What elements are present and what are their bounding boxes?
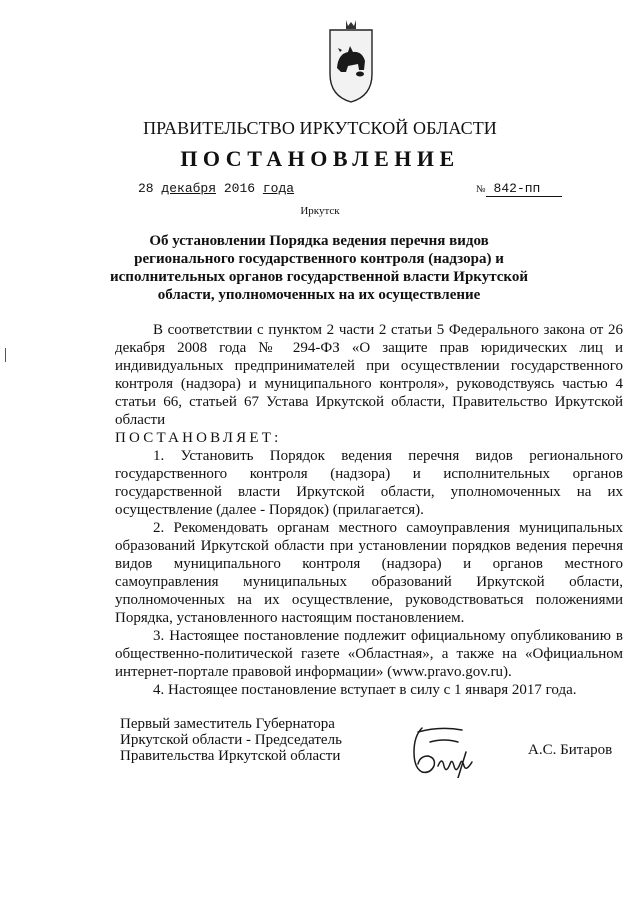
document-number xyxy=(476,181,562,197)
signer-name: А.С. Битаров xyxy=(528,742,613,758)
number-sign: № xyxy=(476,184,486,195)
item-paragraph-1: 1. Установить Порядок ведения перечня видов регионального государственного контроля (надзора) и исполнительных органов государственной власти Иркутской области, уполномоченных на их осуществление (далее - Порядок) (прилагается). xyxy=(115,448,623,518)
number-value: 842-пп xyxy=(486,182,563,197)
signer-position-line-3: Правительства Иркутской области xyxy=(120,748,341,764)
handwritten-signature xyxy=(400,722,500,778)
margin-mark xyxy=(5,348,6,362)
date-month: декабря xyxy=(161,181,217,196)
decree-heading: ПОСТАНОВЛЯЕТ: xyxy=(115,430,282,446)
document-type: ПОСТАНОВЛЕНИЕ xyxy=(180,146,460,171)
date-year: 2016 xyxy=(223,181,256,196)
date-day: 28 xyxy=(138,181,154,196)
document-date xyxy=(138,181,294,196)
date-suffix: года xyxy=(262,181,295,196)
signer-position xyxy=(120,716,342,764)
signer-position-line-1: Первый заместитель Губернатора xyxy=(120,716,335,732)
city-name: Иркутск xyxy=(300,205,340,217)
organization-name: ПРАВИТЕЛЬСТВО ИРКУТСКОЙ ОБЛАСТИ xyxy=(143,118,497,138)
preamble-paragraph: В соответствии с пунктом 2 части 2 статьи 5 Федерального закона от 26 декабря 2008 года № 294-ФЗ «О защите прав юридических лиц и индивидуальных предпринимателей при осуществлении государственного контроля (надзора) и муниципального контроля», руководствуясь частью 4 статьи 66, статьей 67 Устава Иркутской области, Правительство Иркутской области xyxy=(115,322,623,428)
signer-position-line-2: Иркутской области - Председатель xyxy=(120,732,342,748)
item-paragraph-3: 3. Настоящее постановление подлежит официальному опубликованию в общественно-политической газете «Областная», а также на «Официальном интернет-портале правовой информации» (www.pravo.gov.ru). xyxy=(115,628,623,680)
coat-of-arms-emblem xyxy=(326,16,376,104)
item-paragraph-4: 4. Настоящее постановление вступает в силу с 1 января 2017 года. xyxy=(153,682,577,698)
item-paragraph-2: 2. Рекомендовать органам местного самоуправления муниципальных образований Иркутской области при установлении порядков ведения перечня видов муниципального контроля (надзора) и органов местного самоуправления муниципальных образований Иркутской области, уполномоченных на их осуществление, руководствоваться положениями Порядка, установленного настоящим постановлением. xyxy=(115,520,623,626)
document-body xyxy=(115,321,623,699)
document-title: Об установлении Порядка ведения перечня видов регионального государственного контроля (надзора) и исполнительных органов государственной власти Иркутской области, уполномоченных на их осуществление xyxy=(110,233,529,303)
